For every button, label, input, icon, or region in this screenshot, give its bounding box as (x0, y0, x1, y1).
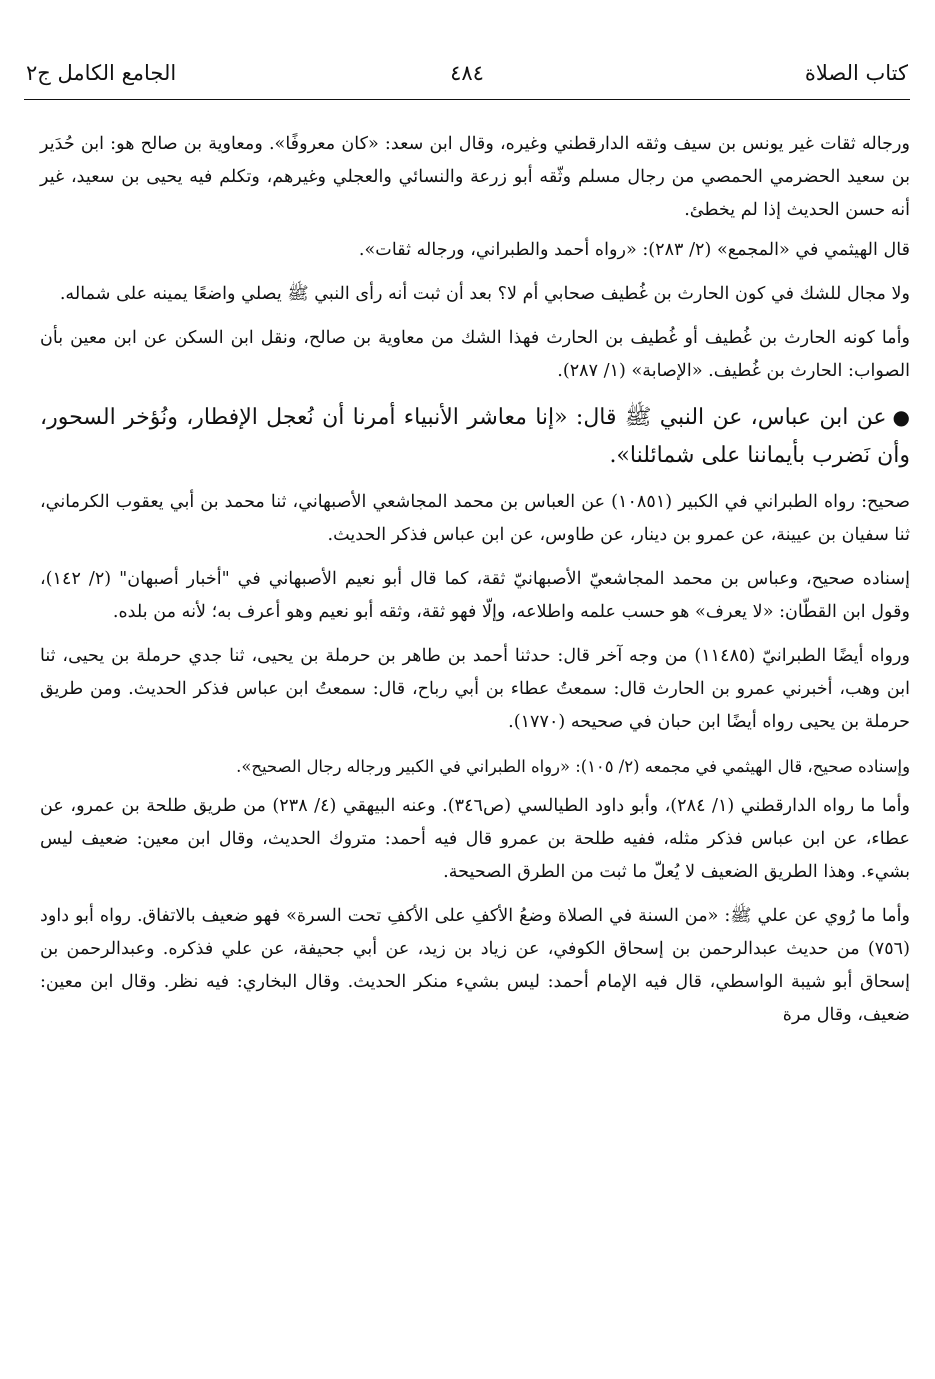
paragraph-tabarani-other-route: ورواه أيضًا الطبرانيّ (١١٤٨٥) من وجه آخر قال: حدثنا أحمد بن طاهر بن حرملة بن يحيى، ثنا جدي حرملة بن يحيى، ثنا ابن وهب، أخبرني عمرو بن الحارث قال: سمعتُ عطاء بن أبي رباح، قال: سمعتُ ابن عباس فذكر الحديث. ومن طريق حرملة بن يحيى رواه أيضًا ابن حبان في صحيحه (١٧٧٠). (40, 646, 910, 732)
hadith-text-block (40, 398, 910, 475)
paragraph-ali-narration: وأما ما رُوي عن علي ﷺ: «من السنة في الصلاة وضعُ الأكفِ على الأكفِ تحت السرة» فهو ضعيف بالاتفاق. رواه أبو داود (٧٥٦) من حديث عبدالرحمن بن إسحاق الكوفي، عن زياد بن زيد، عن أبي جحيفة، عن علي فذكره. وعبدالرحمن بن إسحاق أبو شيبة الواسطي، قال فيه الإمام أحمد: ليس بشيء منكر الحديث. وقال البخاري: فيه نظر. وقال ابن معين: ضعيف، وقال مرة (40, 906, 910, 1025)
page-header (26, 54, 908, 94)
paragraph-companion-doubt: ولا مجال للشك في كون الحارث بن غُطيف صحابي أم لا؟ بعد أن ثبت أنه رأى النبي ﷺ يصلي واضعًا يمينه على شماله. (59, 284, 910, 304)
page-number: ٤٨٤ (450, 61, 484, 85)
book-section-title: كتاب الصلاة (804, 61, 908, 85)
paragraph-name-doubt: وأما كونه الحارث بن غُطيف أو غُطيف بن الحارث فهذا الشك من معاوية بن صالح، ونقل ابن السكن عن ابن معين بأن الصواب: الحارث بن غُطيف. «الإصابة» (١/ ٢٨٧). (40, 328, 910, 381)
paragraph-haythami-105: وإسناده صحيح، قال الهيثمي في مجمعه (٢/ ١٠٥): «رواه الطبراني في الكبير ورجاله رجال الصحيح». (236, 757, 910, 776)
paragraph-tabarani-sahih: صحيح: رواه الطبراني في الكبير (١٠٨٥١) عن العباس بن محمد المجاشعي الأصبهاني، ثنا محمد بن أبي يعقوب الكرماني، ثنا سفيان بن عيينة، عن عمرو بن دينار، عن طاوس، عن ابن عباس فذكر الحديث. (40, 492, 911, 545)
header-rule (24, 99, 910, 100)
bullet-dot-icon: ● (892, 405, 910, 429)
hadith-text: عن ابن عباس، عن النبي ﷺ قال: «إنا معاشر الأنبياء أمرنا أن نُعجل الإفطار، ونُؤخر السحور، وأن نَضرب بأيماننا على شمائلنا». (40, 405, 910, 468)
paragraph-narrators: ورجاله ثقات غير يونس بن سيف وثقه الدارقطني وغيره، وقال ابن سعد: «كان معروفًا». ومعاوية بن صالح هو: ابن حُدَير بن سعيد الحضرمي الحمصي من رجال مسلم وثّقه أبو زرعة والنسائي والعجلي وغيرهم، وتكلم فيه يحيى بن سعيد، غير أنه حسن الحديث إذا لم يخطئ. (40, 134, 910, 220)
page-body (40, 128, 910, 1032)
paragraph-isnad-sahih: إسناده صحيح، وعباس بن محمد المجاشعيّ الأصبهانيّ ثقة، كما قال أبو نعيم الأصبهاني في "أخبار أصبهان" (٢/ ١٤٢)، وقول ابن القطّان: «لا يعرف» هو حسب علمه واطلاعه، وإلّا فهو ثقة، وثقه أبو نعيم وهو أعرف به؛ لأنه من بلده. (40, 569, 910, 622)
paragraph-daraqutni: وأما ما رواه الدارقطني (١/ ٢٨٤)، وأبو داود الطيالسي (ص٣٤٦). وعنه البيهقي (٤/ ٢٣٨) من طريق طلحة بن عمرو، عن عطاء، عن ابن عباس فذكر مثله، ففيه طلحة بن عمرو قال فيه أحمد: متروك الحديث، وقال ابن معين: ضعيف ليس بشيء. وهذا الطريق الضعيف لا يُعلّ ما ثبت من الطرق الصحيحة. (40, 796, 911, 882)
paragraph-haythami-majma: قال الهيثمي في «المجمع» (٢/ ٢٨٣): «رواه أحمد والطبراني، ورجاله ثقات». (358, 240, 910, 260)
book-title: الجامع الكامل ج٢ (26, 61, 177, 85)
